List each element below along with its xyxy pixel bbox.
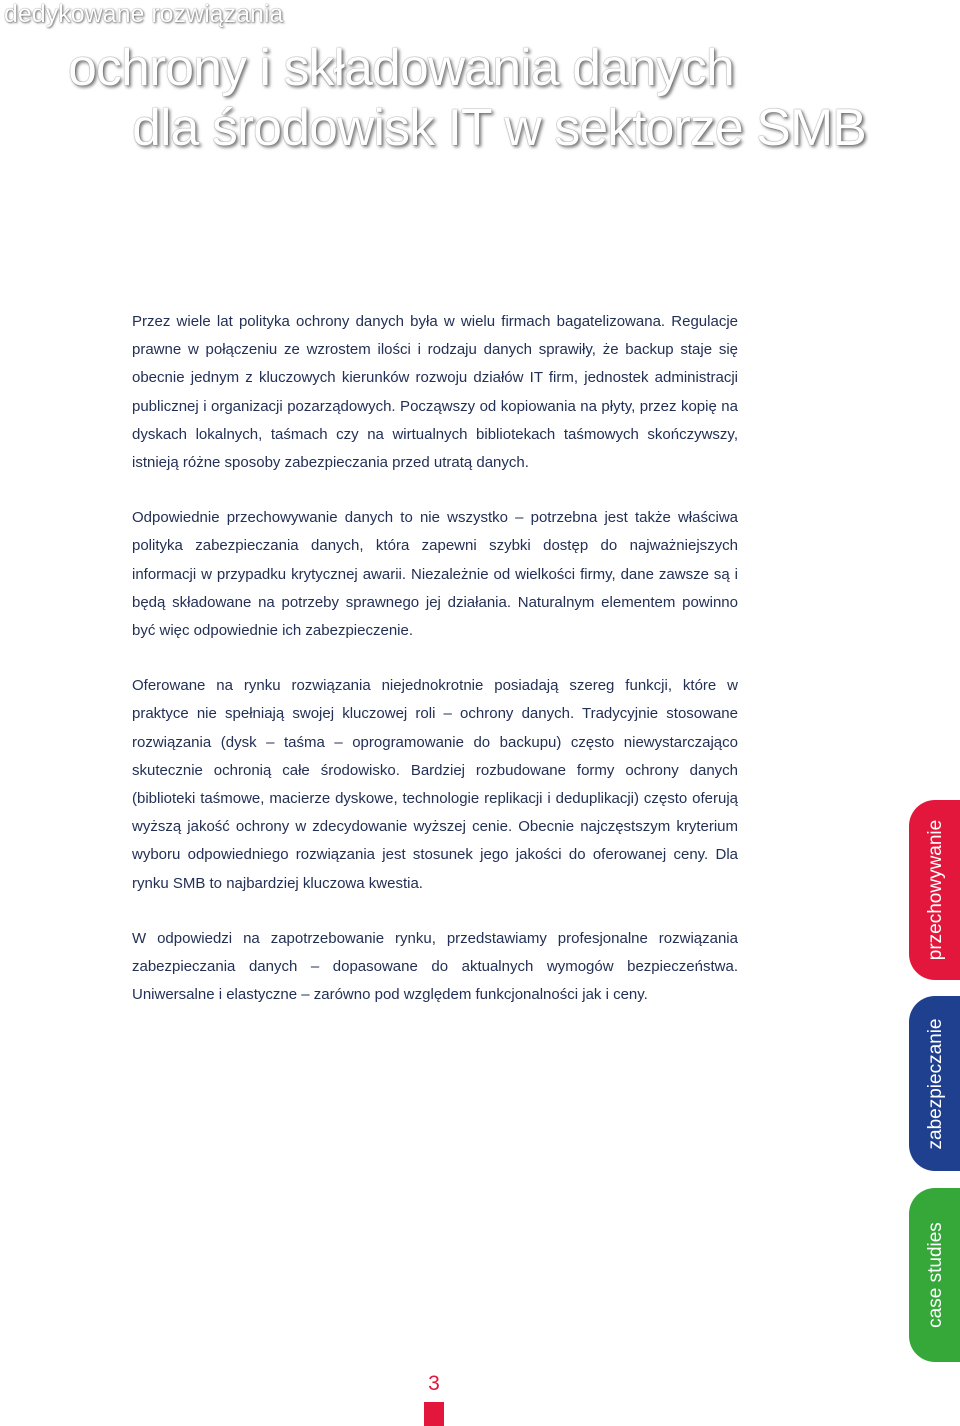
page-number: 3 — [428, 1372, 440, 1395]
side-tab-label: przechowywanie — [925, 819, 946, 961]
side-tab-case-studies[interactable] — [909, 1188, 960, 1362]
paragraph-2: Odpowiednie przechowywanie danych to nie wszystko – potrzebna jest także właściwa polityka zabezpieczania danych, która zapewni szybki dostęp do najważniejszych informacji w przypadku krytycznej awarii. Niezależnie od wielkości firmy, dane zawsze są i będą składowane na potrzeby sprawnego jej działania. Naturalnym elementem powinno być więc odpowiednie ich zabezpieczenie. — [132, 509, 738, 640]
paragraph-4: W odpowiedzi na zapotrzebowanie rynku, przedstawiamy profesjonalne rozwiązania zabezpieczania danych – dopasowane do aktualnych wymogów bezpieczeństwa. Uniwersalne i elastyczne – zarówno pod względem funkcjonalności jak i ceny. — [132, 929, 738, 1004]
article-body — [132, 308, 738, 1036]
side-tab-label: case studies — [925, 1222, 946, 1328]
page-title-line-2: dla środowisk IT w sektorze SMB — [132, 99, 866, 157]
side-tab-przechowywanie[interactable] — [909, 800, 960, 980]
side-tab-label: zabezpieczanie — [925, 1018, 946, 1149]
paragraph-1: Przez wiele lat polityka ochrony danych była w wielu firmach bagatelizowana. Regulacje prawne w połączeniu ze wzrostem ilości i rodzaju danych sprawiły, że backup staje się obecnie jednym z kluczowych kierunków rozwoju działów IT firm, jednostek administracji publicznej i organizacji pozarządowych. Począwszy od kopiowania na płyty, przez kopię na dyskach lokalnych, taśmach czy na wirtualnych bibliotekach taśmowych skończywszy, istnieją różne sposoby zabezpieczania przed utratą danych. — [132, 313, 738, 472]
paragraph-3: Oferowane na rynku rozwiązania niejednokrotnie posiadają szereg funkcji, które w praktyce nie spełniają swojej kluczowej roli – ochrony danych. Tradycyjnie stosowane rozwiązania (dysk – taśma – oprogramowanie do backupu) często niewystarczająco skutecznie ochronią całe środowisko. Bardziej rozbudowane formy ochrony danych (biblioteki taśmowe, macierze dyskowe, technologie replikacji i deduplikacji) często oferują wyższą jakość ochrony w zdecydowanie wyższej cenie. Obecnie najczęstszym kryterium wyboru odpowiedniego rozwiązania jest stosunek jego jakości do oferowanej ceny. Dla rynku SMB to najbardziej kluczowa kwestia. — [132, 677, 738, 892]
header-kicker: dedykowane rozwiązania — [4, 0, 284, 28]
page-marker — [424, 1402, 444, 1426]
page-title-line-1: ochrony i składowania danych — [68, 39, 734, 97]
side-tab-zabezpieczanie[interactable] — [909, 996, 960, 1171]
